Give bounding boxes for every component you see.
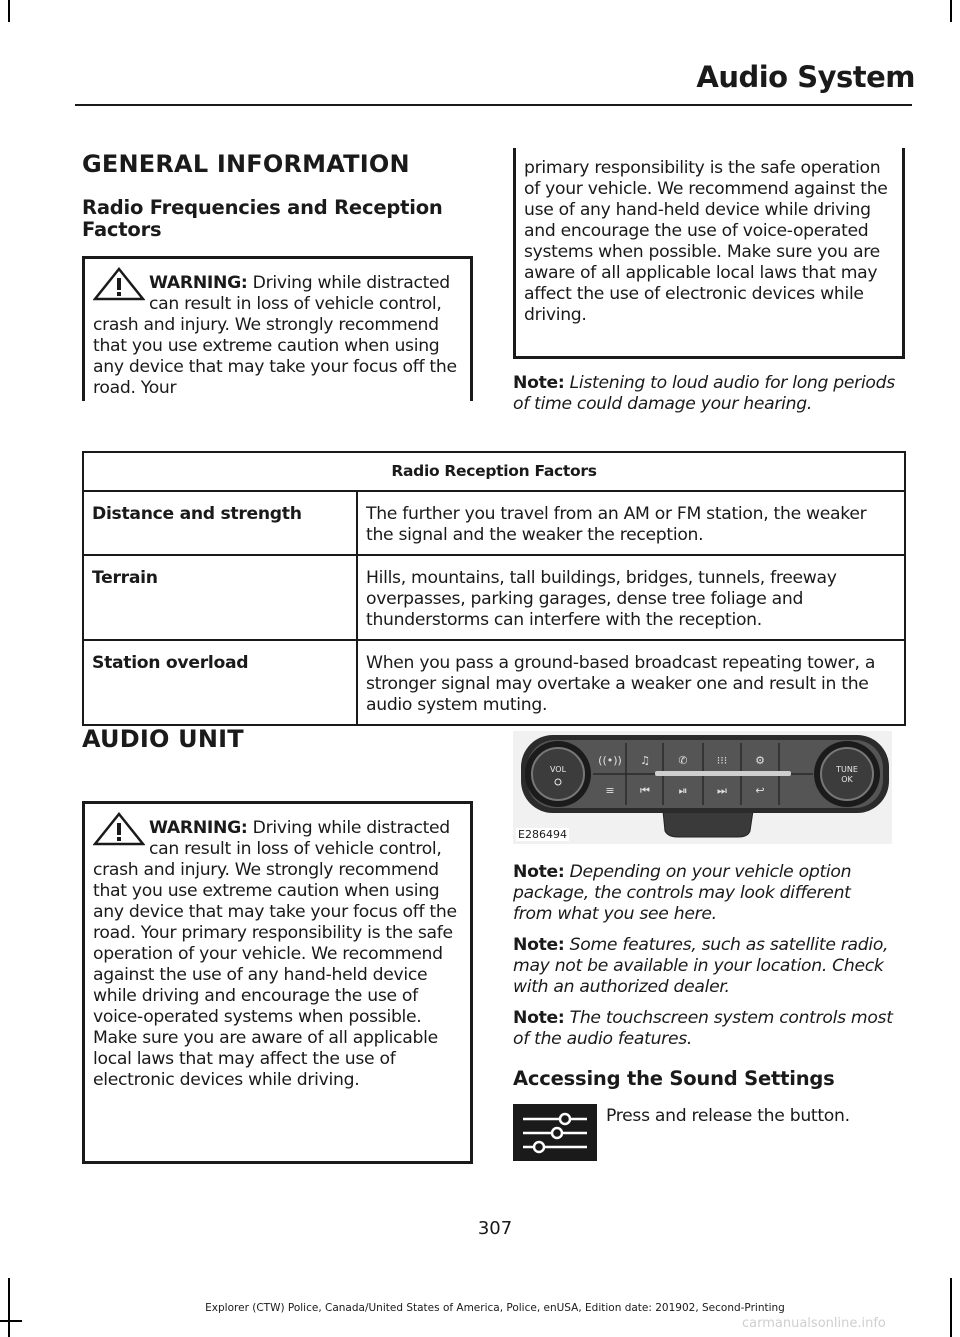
table-cell-factor: Distance and strength: [83, 491, 357, 555]
sound-settings-instruction: Press and release the button.: [606, 1106, 850, 1126]
equalizer-icon: [513, 1104, 597, 1161]
section-heading-audio-unit: AUDIO UNIT: [82, 725, 244, 753]
phone-icon: ✆: [678, 754, 688, 767]
note-satellite-radio: [513, 935, 898, 998]
table-cell-description: When you pass a ground-based broadcast repeating tower, a stronger signal may overtake a weaker one and result in the audio system muting.: [357, 640, 905, 725]
table-cell-description: Hills, mountains, tall buildings, bridges, tunnels, freeway overpasses, parking garages, dense tree foliage and thunderstorms can interfere with the reception.: [357, 555, 905, 640]
warning-triangle-icon: [93, 267, 145, 301]
vol-knob-label: VOL: [549, 765, 567, 774]
settings-icon: ⚙: [755, 754, 765, 767]
note-text: Some features, such as satellite radio, may not be available in your location. Check with an authorized dealer.: [513, 935, 889, 997]
sound-settings-icon: ≡: [605, 784, 615, 797]
warning-label: WARNING:: [149, 818, 248, 838]
note-controls-different: [513, 862, 893, 925]
back-icon: ↩: [755, 784, 765, 797]
note-text: Depending on your vehicle option package, the controls may look different from what you see here.: [513, 862, 852, 924]
warning-box-general-part1: [82, 256, 473, 401]
note-text: The touchscreen system controls most of the audio features.: [513, 1008, 893, 1049]
play-pause-icon: ⏯: [678, 784, 688, 797]
table-row: [83, 491, 905, 555]
tune-knob-label: TUNE: [836, 765, 858, 774]
page-number: 307: [477, 1218, 513, 1239]
header-rule: [75, 104, 912, 106]
warning-box-audio-unit: [82, 801, 473, 1164]
subheading-radio-frequencies: Radio Frequencies and Reception Factors: [82, 196, 443, 241]
seek-back-icon: ⏮: [640, 784, 650, 797]
note-label: Note:: [513, 373, 565, 393]
crop-mark-top-left: [8, 0, 10, 22]
subheading-accessing-sound-settings: Accessing the Sound Settings: [513, 1067, 835, 1090]
note-touchscreen: [513, 1008, 898, 1050]
table-title-row: [83, 452, 905, 491]
audio-unit-illustration: [513, 731, 892, 844]
page-header-title: Audio System: [696, 60, 915, 94]
table-title: Radio Reception Factors: [83, 452, 905, 491]
ok-knob-label: OK: [841, 775, 853, 784]
figure-id: E286494: [518, 828, 567, 841]
music-note-icon: ♫: [640, 754, 650, 767]
note-hearing: [513, 373, 913, 415]
note-text: Listening to loud audio for long periods of time could damage your hearing.: [513, 373, 895, 414]
note-label: Note:: [513, 935, 565, 955]
table-row: [83, 555, 905, 640]
table-cell-description: The further you travel from an AM or FM station, the weaker the signal and the weaker the reception.: [357, 491, 905, 555]
table-row: [83, 640, 905, 725]
warning-text-part1: Driving while distracted can result in loss of vehicle control, crash and injury. We strongly recommend that you use extreme caution when using any device that may take your focus off the road. Your: [93, 273, 457, 398]
warning-triangle-icon: [93, 812, 145, 846]
crop-mark-top-right: [950, 0, 952, 22]
table-cell-factor: Terrain: [83, 555, 357, 640]
warning-label: WARNING:: [149, 273, 248, 293]
radio-icon: ((•)): [598, 754, 622, 767]
crop-mark-bottom-left-h: [0, 1320, 22, 1322]
table-cell-factor: Station overload: [83, 640, 357, 725]
note-label: Note:: [513, 1008, 565, 1028]
watermark: carmanualsonline.info: [742, 1316, 886, 1331]
audio-control-panel-drawing: [513, 731, 892, 844]
edition-footer: Explorer (CTW) Police, Canada/United States of America, Police, enUSA, Edition date: 201902, Second-Printing: [205, 1302, 785, 1314]
equalizer-sliders-drawing: [513, 1104, 597, 1161]
apps-grid-icon: ⁝⁝⁝: [716, 754, 728, 767]
section-heading-general-information: GENERAL INFORMATION: [82, 150, 410, 178]
warning-box-general-part2: [513, 148, 905, 359]
radio-reception-factors-table: [82, 451, 906, 726]
warning-text: Driving while distracted can result in loss of vehicle control, crash and injury. We strongly recommend that you use extreme caution when using any device that may take your focus off the road. Your primary responsibility is the safe operation of your vehicle. We recommend against the use of any hand-held device while driving and encourage the use of voice-operated systems when possible. Make sure you are aware of all applicable local laws that may affect the use of electronic devices while driving.: [93, 818, 457, 1090]
warning-text-part2: primary responsibility is the safe operation of your vehicle. We recommend against the use of any hand-held device while driving and encourage the use of voice-operated systems when possible. Make sure you are aware of all applicable local laws that may affect the use of electronic devices while driving.: [524, 158, 888, 325]
seek-forward-icon: ⏭: [717, 784, 727, 797]
note-label: Note:: [513, 862, 565, 882]
